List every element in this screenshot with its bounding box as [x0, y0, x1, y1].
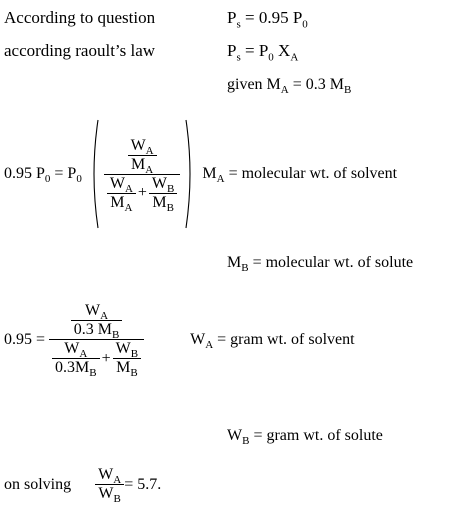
given-relation [227, 76, 352, 97]
symbol-p: P [227, 41, 237, 60]
subscript-b: B [130, 367, 138, 380]
note-gram-wt-solute: = gram wt. of solute [249, 427, 383, 444]
wa2-over-ma2 [107, 175, 136, 212]
given-ma: given M [227, 76, 281, 93]
subscript-a: A [124, 201, 133, 214]
equation-1 [4, 118, 397, 230]
note-gram-wt-solvent: = gram wt. of solvent [213, 330, 355, 348]
right-paren [184, 118, 196, 230]
subscript-0: 0 [76, 173, 82, 186]
subscript-a: A [145, 163, 154, 176]
statement-according-to-question [4, 8, 155, 28]
subscript-a: A [79, 348, 88, 361]
plus-sign: + [101, 349, 111, 367]
numerator [68, 302, 126, 342]
symbol-m: M [152, 193, 167, 211]
wa-over-03mb [71, 302, 123, 342]
symbol-w: W [64, 340, 80, 357]
eq2-note [190, 331, 355, 349]
final-result [4, 466, 162, 506]
numerator [125, 137, 160, 174]
subscript-s: s [236, 18, 241, 31]
subscript-b: B [89, 367, 97, 380]
wb-over-mb [149, 175, 177, 212]
equation-ps-095 [227, 8, 308, 31]
left-paren [88, 118, 100, 230]
denominator [49, 340, 144, 380]
result-57: = 5.7. [124, 475, 162, 493]
term-03m: 0.3 M [73, 321, 112, 338]
symbol-w: W [130, 136, 146, 154]
symbol-m: M [110, 193, 125, 211]
subscript-0: 0 [268, 51, 274, 64]
big-fraction-2 [49, 302, 144, 380]
subscript-a: A [290, 51, 299, 64]
wb-over-mb [113, 340, 141, 380]
equation-2 [4, 302, 355, 380]
wa-over-ma [128, 137, 157, 174]
lhs-095-p: 0.95 P [4, 165, 45, 182]
wa-over-wb [95, 466, 124, 506]
note-molecular-wt-solvent: = molecular wt. of solvent [224, 165, 398, 182]
label-on-solving: on solving [4, 475, 72, 493]
subscript-b: B [166, 201, 174, 214]
equals-p: = P [50, 165, 77, 182]
subscript-b: B [112, 329, 120, 342]
symbol-w: W [98, 466, 114, 483]
note-wb [227, 427, 383, 448]
lhs-095: 0.95 = [4, 330, 46, 348]
subscript-a: A [280, 84, 289, 97]
denominator [104, 175, 181, 212]
symbol-w: W [190, 330, 206, 348]
wa2-over-03mb [52, 340, 100, 380]
subscript-b: B [167, 182, 175, 195]
symbol-w: W [109, 174, 125, 192]
symbol-m: M [202, 165, 217, 182]
subscript-0: 0 [302, 18, 308, 31]
plus-sign: + [137, 184, 147, 201]
symbol-w: W [98, 485, 114, 502]
equation-raoult [227, 41, 299, 64]
subscript-a: A [100, 310, 109, 323]
subscript-b: B [343, 84, 352, 97]
subscript-b: B [241, 262, 249, 275]
subscript-a: A [124, 182, 133, 195]
subscript-a: A [216, 173, 225, 186]
symbol-w: W [227, 427, 243, 444]
symbol-m: M [116, 359, 131, 376]
eq1-note [202, 165, 398, 186]
equals-03-m: = 0.3 M [288, 76, 344, 93]
note-mb [227, 254, 414, 275]
subscript-b: B [242, 435, 250, 448]
statement-raoults-law [4, 41, 155, 61]
subscript-0: 0 [44, 173, 51, 186]
subscript-a: A [113, 474, 122, 487]
symbol-w: W [151, 174, 168, 192]
symbol-w: W [85, 302, 101, 319]
eq1-lhs [4, 165, 82, 186]
subscript-b: B [113, 493, 121, 506]
label-raoults-law: according raoult’s law [4, 41, 156, 60]
label-according-to-question: According to question [4, 8, 156, 27]
equals-p: = P [240, 41, 269, 60]
note-molecular-wt-solute: = molecular wt. of solute [248, 254, 414, 271]
symbol-p: P [227, 8, 237, 27]
equals-095-p: = 0.95 P [240, 8, 303, 27]
subscript-a: A [145, 144, 154, 157]
symbol-w: W [115, 340, 131, 357]
symbol-x: X [273, 41, 291, 60]
big-fraction [104, 137, 181, 212]
term-03m: 0.3M [55, 359, 90, 376]
subscript-a: A [205, 338, 214, 351]
symbol-m: M [227, 254, 242, 271]
subscript-s: s [236, 51, 241, 64]
subscript-b: B [130, 348, 139, 361]
symbol-m: M [131, 155, 146, 173]
